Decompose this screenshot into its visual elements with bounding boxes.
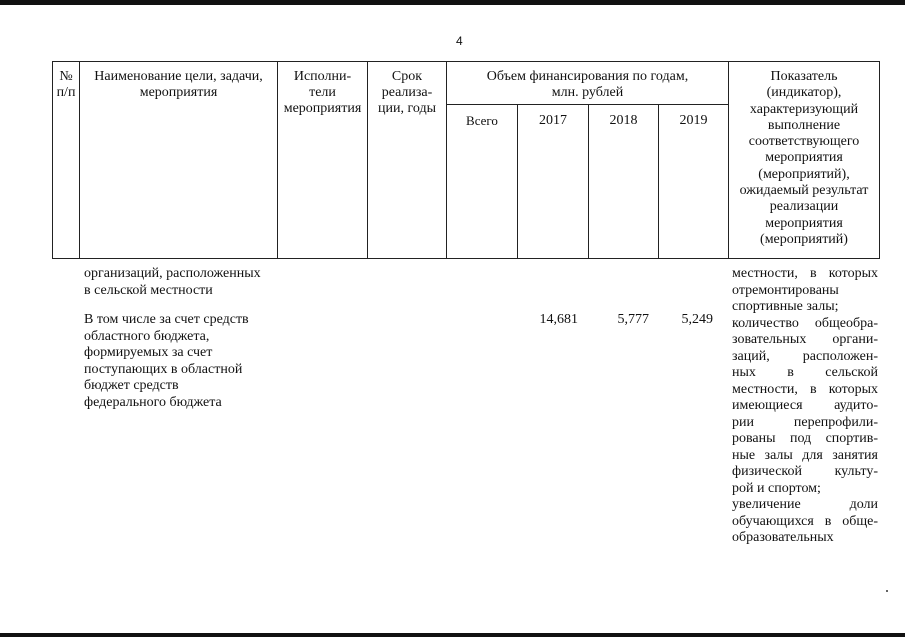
subheader-year-2019: 2019 — [679, 113, 708, 128]
value-2019: 5,249 — [681, 312, 713, 327]
header-number: № п/п — [56, 69, 76, 100]
subheader-total: Всего — [466, 113, 498, 128]
subheader-year-2018: 2018 — [609, 113, 638, 128]
col-line-9 — [879, 61, 880, 259]
header-executors: Исполни- тели мероприятия — [283, 69, 362, 116]
indicator-continuation: местности, в которых отремонтированы спортивные залы; количество общеобра- зовательных органи- заций, расположен- ных в сельской местности, в которых имеющиеся аудито- рии перепрофили- рованы под спортив- ные залы для занятия физической культу- рой и спортом; увеличение доли обучающихся в обще- образовательных — [732, 266, 878, 545]
header-name: Наименование цели, задачи, мероприятия — [94, 69, 263, 100]
header-bottom-line — [52, 258, 880, 259]
header-indicator: Показатель (индикатор), характеризующий выполнение соответствующего мероприятия (мероприятий), ожидаемый результат реализации мероприятия (мероприятий) — [739, 69, 869, 247]
value-2017: 14,681 — [539, 312, 578, 327]
subheader-year-2017: 2017 — [539, 113, 567, 128]
top-border-rule — [0, 0, 905, 5]
value-2018: 5,777 — [617, 312, 649, 327]
header-term: Срок реализа- ции, годы — [378, 69, 436, 116]
name-continuation: организаций, расположенных в сельской местности — [84, 266, 261, 298]
page-number: 4 — [456, 34, 463, 48]
header-funding: Объем финансирования по годам, млн. рублей — [486, 69, 689, 100]
funding-subheader-line — [446, 104, 728, 105]
table-top-line — [52, 61, 880, 62]
name-row-federal-share: В том числе за счет средств областного бюджета, формируемых за счет поступающих в областной бюджет средств федерального бюджета — [84, 312, 249, 410]
scan-speck — [886, 590, 888, 592]
bottom-border-rule — [0, 633, 905, 637]
